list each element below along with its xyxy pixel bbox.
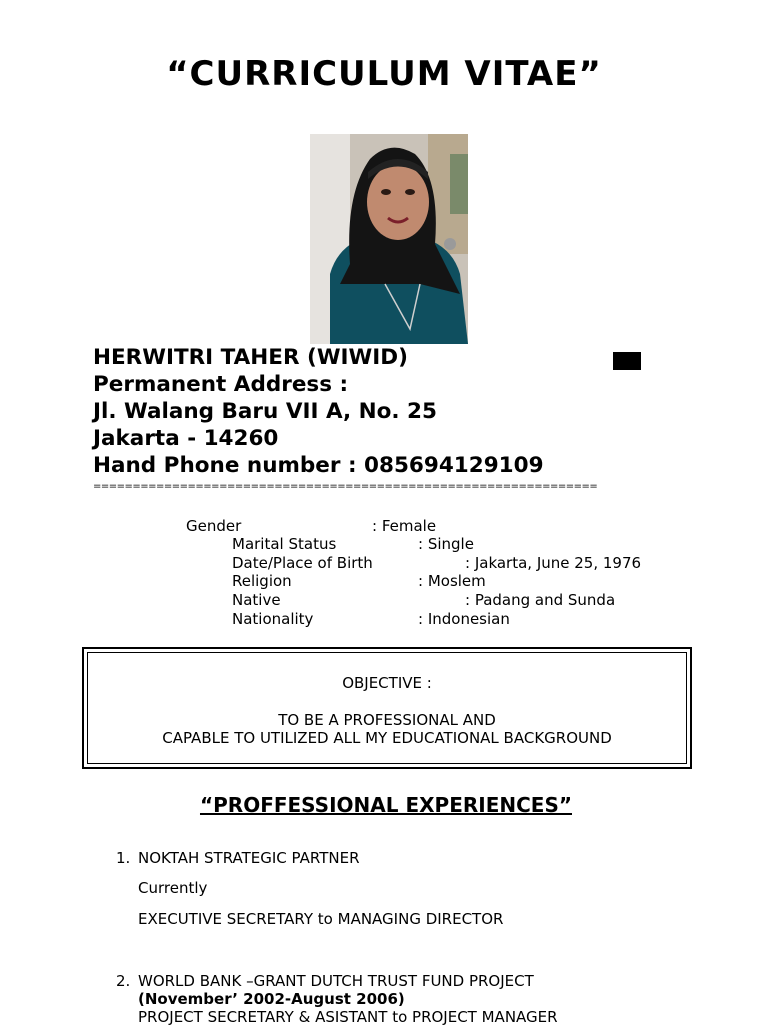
experience-period-1: Currently xyxy=(138,879,208,897)
native-value: : Padang and Sunda xyxy=(465,591,616,609)
redaction-block xyxy=(613,352,641,370)
portrait-image xyxy=(310,134,468,344)
gender-value: : Female xyxy=(372,517,437,535)
gender-label: Gender xyxy=(186,517,242,535)
address-line-1: Jl. Walang Baru VII A, No. 25 xyxy=(93,399,437,424)
profile-photo xyxy=(310,134,468,344)
experience-period-2: (November’ 2002-August 2006) xyxy=(138,990,405,1008)
phone-number: Hand Phone number : 085694129109 xyxy=(93,453,544,478)
objective-box xyxy=(82,647,692,769)
nationality-value: : Indonesian xyxy=(418,610,510,628)
experience-position-1: EXECUTIVE SECRETARY to MANAGING DIRECTOR xyxy=(138,910,504,928)
marital-status-value: : Single xyxy=(418,535,474,553)
applicant-name: HERWITRI TAHER (WIWID) xyxy=(93,345,408,370)
separator-line: ================================================================ xyxy=(93,481,598,492)
objective-heading: OBJECTIVE : xyxy=(342,674,432,692)
experience-company-1: NOKTAH STRATEGIC PARTNER xyxy=(138,849,360,867)
religion-label: Religion xyxy=(232,572,292,590)
marital-status-label: Marital Status xyxy=(232,535,337,553)
native-label: Native xyxy=(232,591,281,609)
experience-position-2: PROJECT SECRETARY & ASISTANT to PROJECT MANAGER xyxy=(138,1008,558,1026)
experience-number-2: 2. xyxy=(116,972,131,990)
address-label: Permanent Address : xyxy=(93,372,349,397)
birth-label: Date/Place of Birth xyxy=(232,554,373,572)
experience-number-1: 1. xyxy=(116,849,131,867)
birth-value: : Jakarta, June 25, 1976 xyxy=(465,554,642,572)
experience-company-2: WORLD BANK –GRANT DUTCH TRUST FUND PROJECT xyxy=(138,972,534,990)
address-line-2: Jakarta - 14260 xyxy=(93,426,279,451)
objective-line-1: TO BE A PROFESSIONAL AND xyxy=(278,711,496,729)
nationality-label: Nationality xyxy=(232,610,314,628)
religion-value: : Moslem xyxy=(418,572,486,590)
objective-line-2: CAPABLE TO UTILIZED ALL MY EDUCATIONAL BACKGROUND xyxy=(162,729,612,747)
document-title: “CURRICULUM VITAE” xyxy=(166,54,602,94)
experience-heading: “PROFFESSIONAL EXPERIENCES” xyxy=(199,793,572,817)
objective-inner-border xyxy=(87,652,687,764)
